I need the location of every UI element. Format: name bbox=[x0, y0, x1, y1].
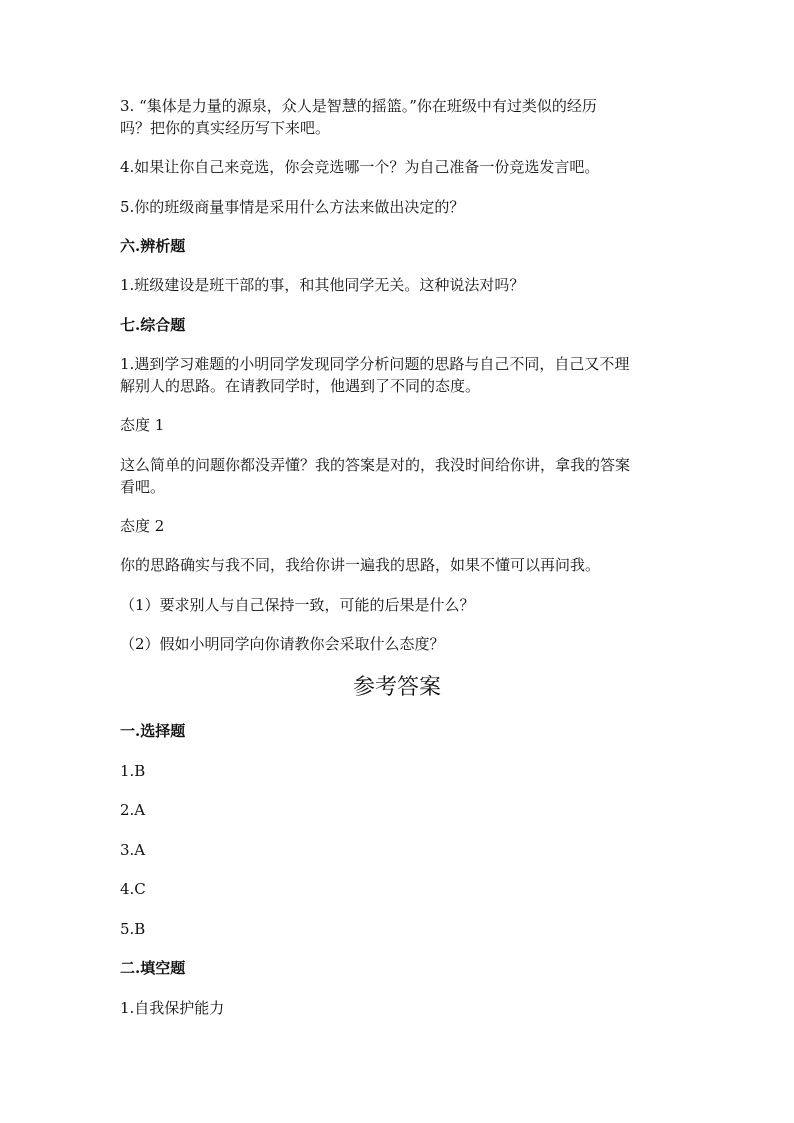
question-5: 5.你的班级商量事情是采用什么方法来做出决定的？ bbox=[120, 198, 465, 216]
section-7-heading: 七.综合题 bbox=[120, 316, 186, 334]
section-6-heading: 六.辨析题 bbox=[120, 237, 186, 255]
choice-answer-3: 3.A bbox=[120, 841, 146, 859]
attitude-2-label: 态度 2 bbox=[120, 517, 165, 535]
sub-question-1: （1）要求别人与自己保持一致，可能的后果是什么？ bbox=[120, 596, 475, 614]
sub-question-2: （2）假如小明同学向你请教你会采取什么态度？ bbox=[120, 635, 445, 653]
choice-answer-2: 2.A bbox=[120, 801, 146, 819]
question-3-line-1: 3. “集体是力量的源泉，众人是智慧的摇篮。”你在班级中有过类似的经历 bbox=[120, 97, 597, 115]
section-7-question-1-line-1: 1.遇到学习难题的小明同学发现同学分析问题的思路与自己不同，自己又不理 bbox=[120, 355, 630, 373]
section-7-question-1-line-2: 解别人的思路。在请教同学时，他遇到了不同的态度。 bbox=[120, 377, 481, 395]
question-4: 4.如果让你自己来竞选，你会竞选哪一个？为自己准备一份竞选发言吧。 bbox=[120, 158, 600, 176]
answers-section-2-heading: 二.填空题 bbox=[120, 959, 186, 977]
attitude-1-text-line-1: 这么简单的问题你都没弄懂？我的答案是对的，我没时间给你讲，拿我的答案 bbox=[120, 456, 631, 474]
question-3-line-2: 吗？把你的真实经历写下来吧。 bbox=[120, 119, 331, 137]
choice-answer-1: 1.B bbox=[120, 762, 146, 780]
attitude-1-text-line-2: 看吧。 bbox=[120, 478, 166, 496]
attitude-1-label: 态度 1 bbox=[120, 416, 165, 434]
choice-answer-4: 4.C bbox=[120, 880, 146, 898]
section-6-question-1: 1.班级建设是班干部的事，和其他同学无关。这种说法对吗？ bbox=[120, 276, 525, 294]
answers-title: 参考答案 bbox=[352, 675, 441, 700]
fill-answer-1: 1.自我保护能力 bbox=[120, 999, 225, 1017]
attitude-2-text: 你的思路确实与我不同，我给你讲一遍我的思路，如果不懂可以再问我。 bbox=[120, 556, 601, 574]
answers-section-1-heading: 一.选择题 bbox=[120, 722, 186, 740]
choice-answer-5: 5.B bbox=[120, 920, 146, 938]
